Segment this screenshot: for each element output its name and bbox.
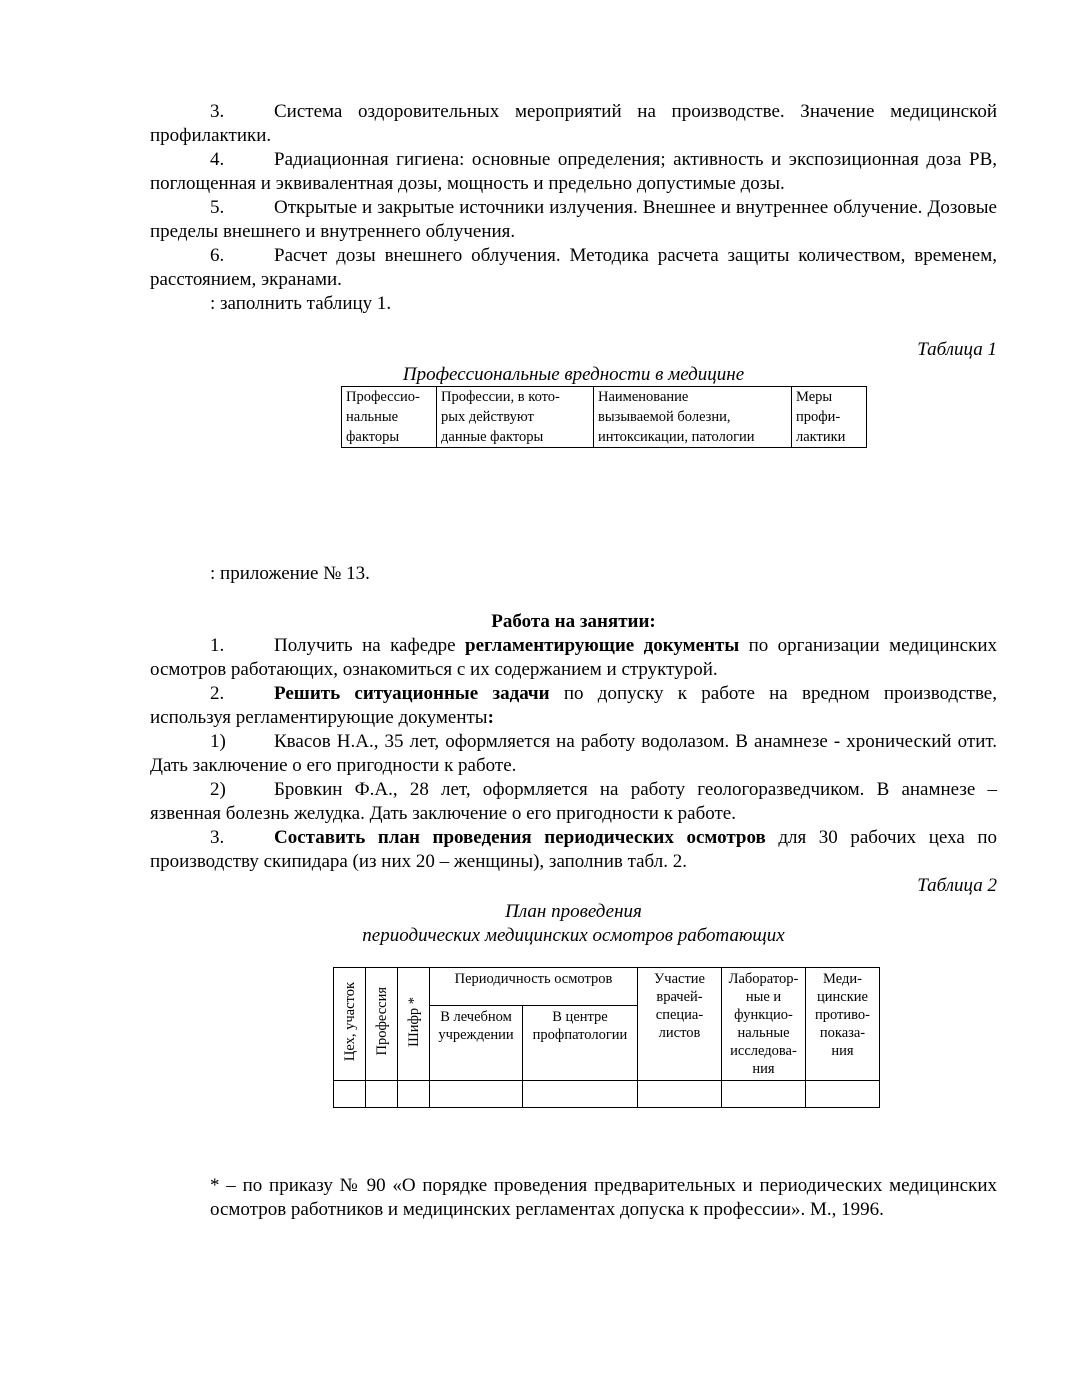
table1-header-professions: Профессии, в кото- рых действуют данные факторы [437, 387, 594, 448]
table1-title: Профессиональные вредности в медицине [402, 364, 745, 385]
table-row [334, 968, 880, 1006]
document-page [150, 100, 997, 1222]
list-item: 5. Открытые и закрытые источники излучения. Внешнее и внутреннее облучение. Дозовые пределы внешнего и внутреннего облучения. [150, 197, 997, 242]
table2-sub-center: В центре профпатологии [523, 1006, 638, 1081]
table2-label: Таблица 2 [917, 875, 997, 896]
table2-col-code: Шифр * [398, 968, 430, 1081]
table2-col-periodicity: Периодичность осмотров [430, 968, 638, 1006]
footnote: * – по приказу № 90 «О порядке проведения предварительных и периодических медицинских осмотров работников и медицинских регламентах допуска к профессии». М., 1996. [210, 1175, 997, 1220]
work-heading: Работа на занятии: [491, 611, 656, 632]
table-cell [398, 1081, 430, 1108]
table-cell [430, 1081, 523, 1108]
fill-table-note: : заполнить таблицу 1. [210, 293, 392, 314]
table-row [334, 1081, 880, 1108]
table1-header-disease: Наименование вызываемой болезни, интоксикации, патологии [594, 387, 792, 448]
list-item: 2) Бровкин Ф.А., 28 лет, оформляется на работу геологоразведчиком. В анамнезе – язвенная болезнь желудка. Дать заключение о его пригодности к работе. [150, 779, 997, 824]
appendix-note: : приложение № 13. [210, 563, 370, 584]
table1-label: Таблица 1 [917, 339, 997, 360]
table1-header-factors: Профессио- нальные факторы [342, 387, 437, 448]
table2-title-line2: периодических медицинских осмотров работающих [362, 925, 785, 946]
table-cell [806, 1081, 880, 1108]
list-item: 3. Составить план проведения периодических осмотров для 30 рабочих цеха по производству скипидара (из них 20 – женщины), заполнив табл. 2. [150, 827, 998, 872]
table-cell [722, 1081, 806, 1108]
table2-col-lab: Лаборатор- ные и функцио- нальные исследова- ния [722, 968, 806, 1081]
table-cell [638, 1081, 722, 1108]
table-cell [334, 1081, 366, 1108]
list-item: 6. Расчет дозы внешнего облучения. Методика расчета защиты количеством, временем, расстоянием, экранами. [150, 245, 997, 290]
table2-title-line1: План проведения [505, 901, 642, 922]
table-cell [366, 1081, 398, 1108]
table1 [341, 386, 867, 448]
table2-col-profession: Профессия [366, 968, 398, 1081]
table-row [342, 387, 867, 448]
list-item: 3. Система оздоровительных мероприятий на производстве. Значение медицинской профилактики. [150, 101, 997, 146]
list-item: 4. Радиационная гигиена: основные определения; активность и экспозиционная доза РВ, поглощенная и эквивалентная дозы, мощность и предельно допустимые дозы. [150, 149, 997, 194]
table-cell [523, 1081, 638, 1108]
table2 [333, 967, 880, 1108]
table2-sub-clinic: В лечебном учреждении [430, 1006, 523, 1081]
list-item: 2. Решить ситуационные задачи по допуску к работе на вредном производстве, используя регламентирующие документы: [150, 683, 997, 728]
list-item: 1. Получить на кафедре регламентирующие документы по организации медицинских осмотров работающих, ознакомиться с их содержанием и структурой. [150, 635, 997, 680]
table2-col-contraindications: Меди- цинские противо- показа- ния [806, 968, 880, 1081]
list-item: 1) Квасов Н.А., 35 лет, оформляется на работу водолазом. В анамнезе - хронический отит. Дать заключение о его пригодности к работе. [150, 731, 997, 776]
table2-col-shop: Цех, участок [334, 968, 366, 1081]
table2-col-doctors: Участие врачей- специа- листов [638, 968, 722, 1081]
table1-header-prevention: Меры профи- лактики [792, 387, 867, 448]
